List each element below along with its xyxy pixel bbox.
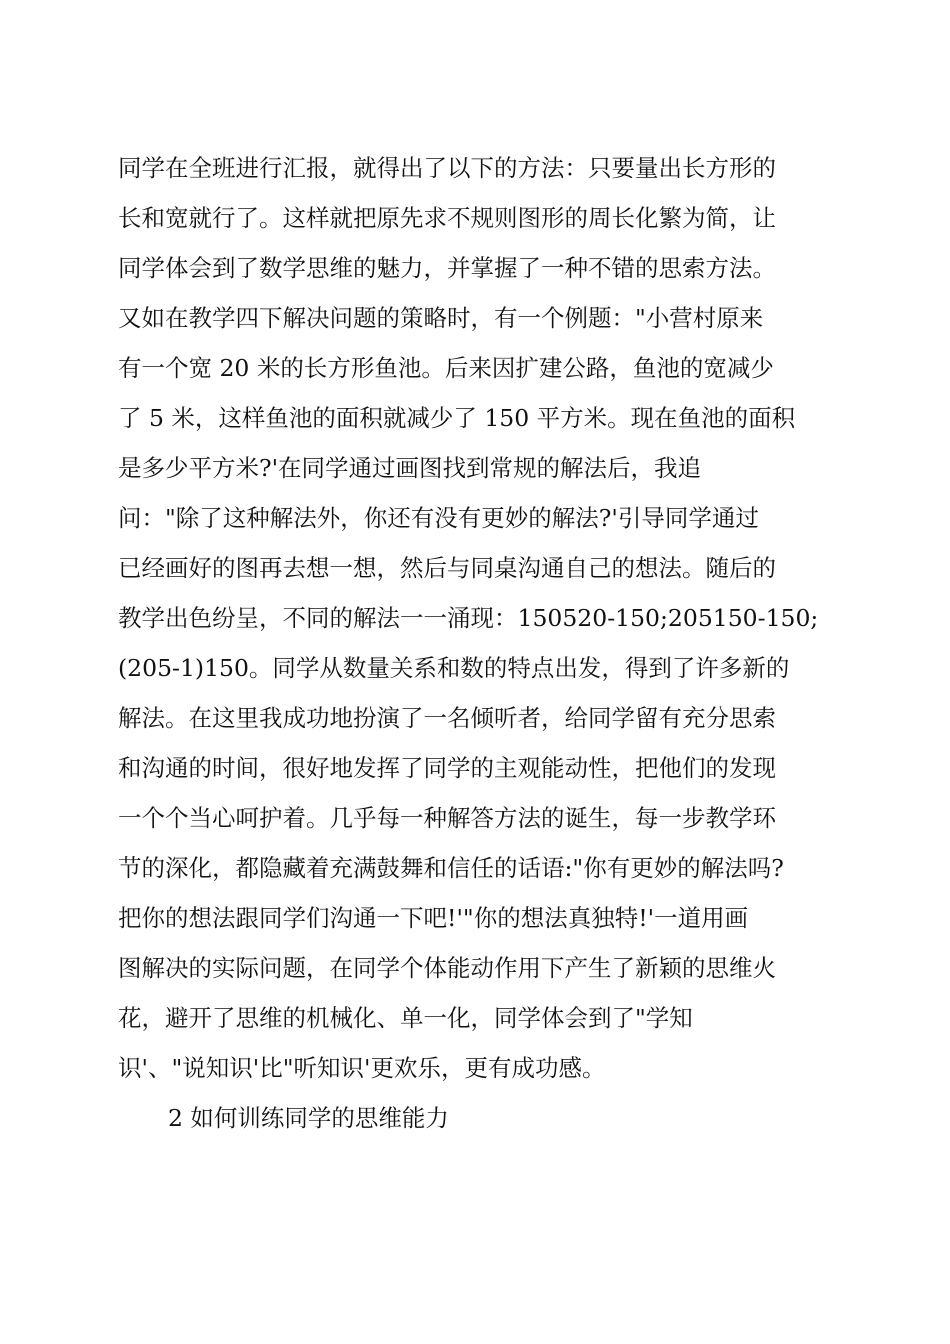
paragraph-line-3: 同学体会到了数学思维的魅力，并掌握了一种不错的思索方法。 xyxy=(118,254,776,282)
paragraph-line-8: 问："除了这种解法外，你还有没有更妙的解法?'引导同学通过 xyxy=(118,504,759,532)
paragraph-line-13: 和沟通的时间，很好地发挥了同学的主观能动性，把他们的发现 xyxy=(118,754,776,782)
paragraph-line-4: 又如在教学四下解决问题的策略时，有一个例题："小营村原来 xyxy=(118,304,764,332)
paragraph-line-6: 了 5 米，这样鱼池的面积就减少了 150 平方米。现在鱼池的面积 xyxy=(118,404,796,432)
paragraph-line-7: 是多少平方米?'在同学通过画图找到常规的解法后，我追 xyxy=(118,454,702,482)
paragraph-line-18: 花，避开了思维的机械化、单一化，同学体会到了"学知 xyxy=(118,1004,693,1032)
paragraph-line-16: 把你的想法跟同学们沟通一下吧!'"你的想法真独特!'一道用画 xyxy=(118,904,749,932)
paragraph-line-15: 节的深化，都隐藏着充满鼓舞和信任的话语:"你有更妙的解法吗? xyxy=(118,854,784,882)
paragraph-line-14: 一个个当心呵护着。几乎每一种解答方法的诞生，每一步教学环 xyxy=(118,804,776,832)
paragraph-line-2: 长和宽就行了。这样就把原先求不规则图形的周长化繁为简，让 xyxy=(118,204,776,232)
paragraph-line-5: 有一个宽 20 米的长方形鱼池。后来因扩建公路，鱼池的宽减少 xyxy=(118,354,774,382)
section-heading: 2 如何训练同学的思维能力 xyxy=(168,1104,449,1132)
paragraph-line-19: 识'、"说知识'比"听知识'更欢乐，更有成功感。 xyxy=(118,1054,606,1082)
paragraph-line-1: 同学在全班进行汇报，就得出了以下的方法：只要量出长方形的 xyxy=(118,154,776,182)
paragraph-line-12: 解法。在这里我成功地扮演了一名倾听者，给同学留有充分思索 xyxy=(118,704,776,732)
paragraph-line-10: 教学出色纷呈，不同的解法一一涌现：150520-150;205150-150; xyxy=(118,604,819,632)
paragraph-line-17: 图解决的实际问题，在同学个体能动作用下产生了新颖的思维火 xyxy=(118,954,776,982)
paragraph-line-11: (205-1)150。同学从数量关系和数的特点出发，得到了许多新的 xyxy=(118,654,790,682)
paragraph-line-9: 已经画好的图再去想一想，然后与同桌沟通自己的想法。随后的 xyxy=(118,554,776,582)
